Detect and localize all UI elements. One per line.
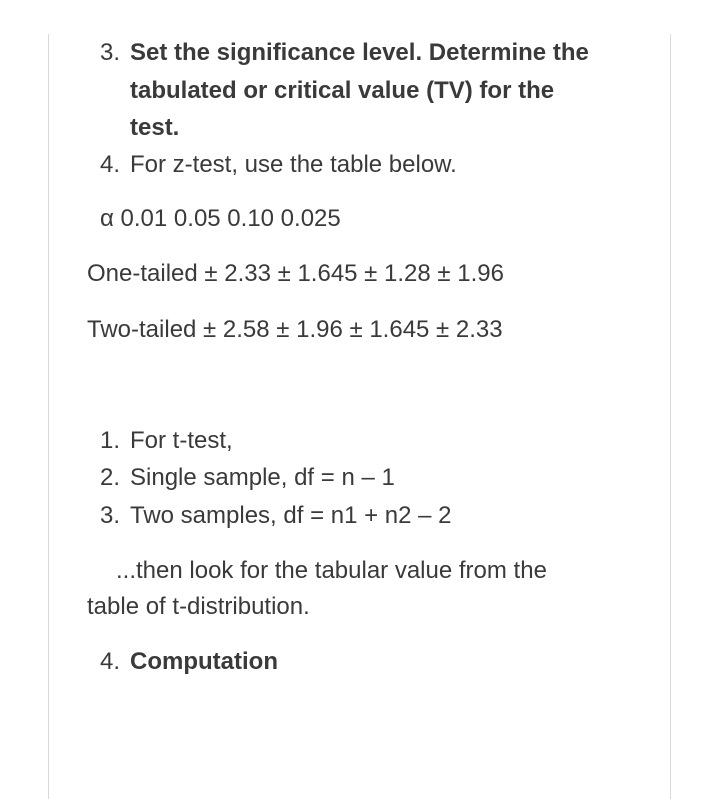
step4-text: For z-test, use the table below.: [130, 151, 457, 178]
list-item-number: 1.: [100, 427, 121, 454]
list-item-number: 2.: [100, 464, 121, 491]
computation-text: Computation: [130, 648, 278, 675]
computation-number: 4.: [100, 648, 121, 675]
list-item: [100, 461, 395, 495]
list-item-number: 3.: [100, 502, 121, 529]
list-item-text: Two samples, df = n1 + n2 – 2: [130, 502, 452, 529]
list-item-text: For t-test,: [130, 427, 233, 454]
step3-text-line3: test.: [130, 114, 180, 141]
step3-line1: [100, 36, 589, 70]
z-table-one-tailed-row: One-tailed ± 2.33 ± 1.645 ± 1.28 ± 1.96: [87, 260, 504, 287]
list-item: [100, 499, 452, 533]
then-text-line1: ...then look for the tabular value from the: [116, 557, 547, 584]
step4-number: 4.: [100, 151, 121, 178]
step3-text-line1: Set the significance level. Determine the: [130, 39, 589, 66]
step4-line: [100, 148, 457, 182]
then-text-line2: table of t-distribution.: [87, 593, 310, 620]
step3-number: 3.: [100, 39, 121, 66]
list-item-text: Single sample, df = n – 1: [130, 464, 395, 491]
z-table-alpha-row: α 0.01 0.05 0.10 0.025: [100, 205, 341, 232]
computation-line: [100, 645, 278, 679]
list-item: [100, 424, 233, 458]
z-table-two-tailed-row: Two-tailed ± 2.58 ± 1.96 ± 1.645 ± 2.33: [87, 316, 503, 343]
step3-text-line2: tabulated or critical value (TV) for the: [130, 77, 555, 104]
